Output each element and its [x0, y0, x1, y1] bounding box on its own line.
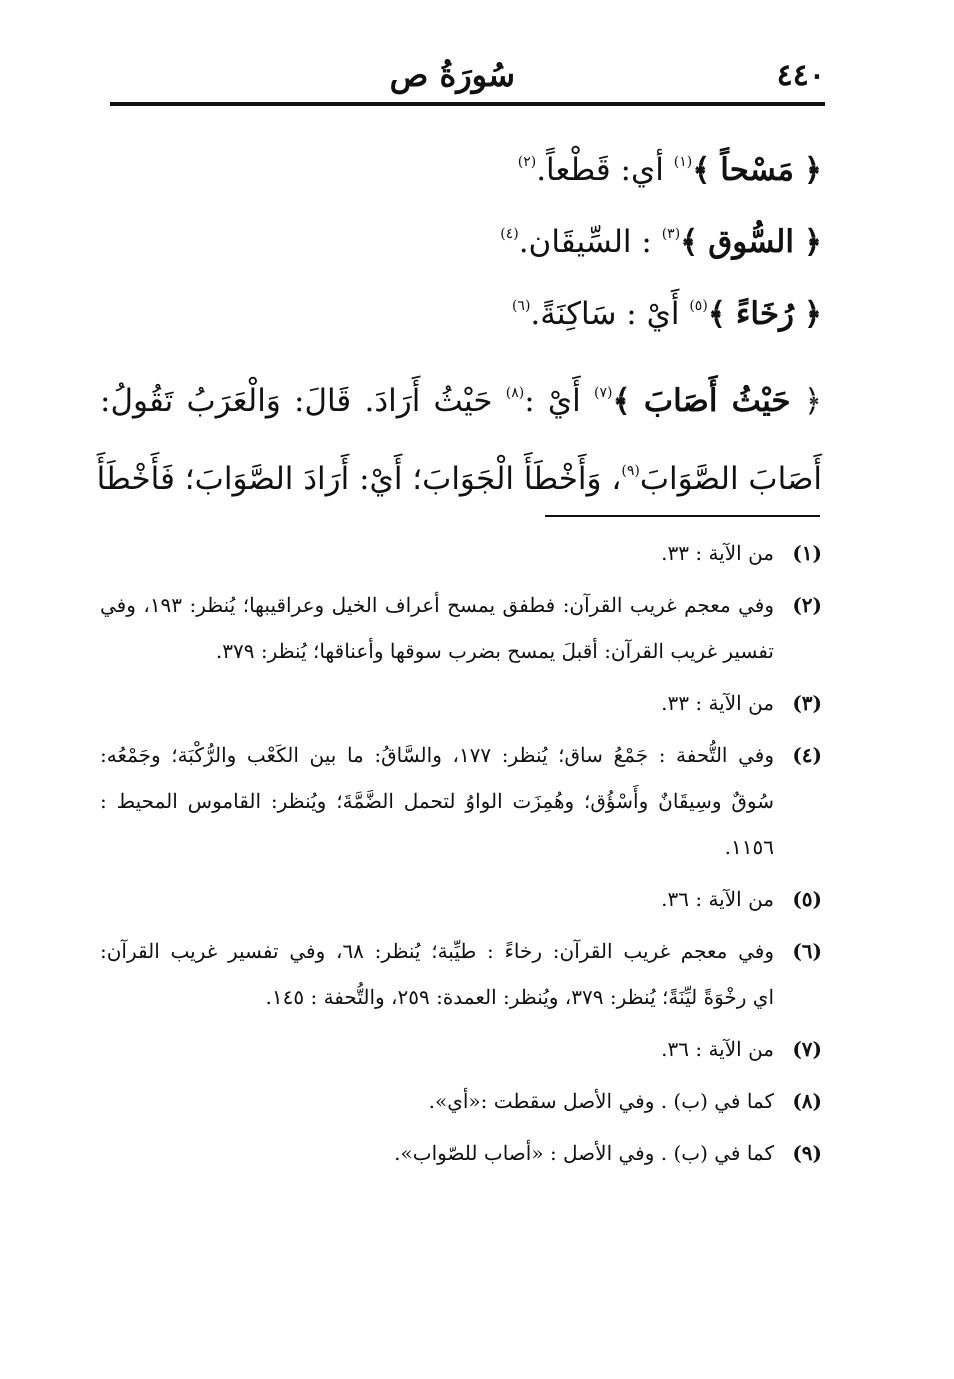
footnote-text	[100, 582, 774, 674]
footnote-line: من الآية : ٣٣.	[661, 541, 774, 565]
quranic-word: حَيْثُ أَصَابَ	[643, 383, 791, 419]
entry-haythu-asab	[96, 358, 823, 514]
footnote-line: وفي التُّحفة : جَمْعُ ساق؛ يُنظر: ١٧٧، والسَّاقُ: ما بين الكَعْب والرُّكْبَة؛ وجَمْعُه:	[100, 743, 774, 767]
ornate-bracket-close: ﴾	[612, 383, 631, 419]
footnote-item	[100, 732, 822, 870]
ornate-bracket-open: ﴿	[803, 224, 822, 260]
footnote-item	[100, 876, 822, 922]
gloss-text: : السِّيقَان.	[518, 224, 652, 260]
footnote-text	[100, 876, 774, 922]
footnote-text	[100, 1130, 774, 1176]
entry-alsuq	[100, 202, 822, 274]
footnote-item	[100, 582, 822, 674]
gloss-text: أَصَابَ الصَّوَابَ	[639, 461, 822, 497]
quranic-word: رُخَاءً	[735, 296, 794, 332]
footnote-number: (٦)	[792, 939, 822, 963]
entry-rukhaa	[100, 274, 822, 346]
footnote-marker: (٩)	[621, 463, 640, 479]
footnote-line: من الآية : ٣٦.	[661, 1037, 774, 1061]
footnote-number: (٨)	[792, 1089, 822, 1113]
footnote-line: اي رخْوَةً ليِّنَةً؛ يُنظر: ٣٧٩، ويُنظر: العمدة: ٢٥٩، والتُّحفة : ١٤٥.	[265, 985, 774, 1009]
page-header	[110, 58, 825, 102]
footnote-text	[100, 1026, 774, 1072]
footnote-marker: (٣)	[661, 226, 681, 242]
footnote-line: من الآية : ٣٦.	[661, 887, 774, 911]
footnote-text	[100, 928, 774, 1020]
ornate-bracket-close: ﴾	[680, 224, 699, 260]
footnote-marker: (٤)	[500, 226, 519, 242]
footnote-number: (٩)	[792, 1141, 822, 1165]
footnote-marker: (١)	[673, 154, 693, 170]
footnote-number: (٧)	[792, 1037, 822, 1061]
footnote-number: (٣)	[792, 691, 822, 715]
footnote-item	[100, 680, 822, 726]
ornate-bracket-close: ﴾	[707, 296, 726, 332]
gloss-text: ، وَأَخْطَأَ الْجَوَابَ؛ أَيْ: أَرَادَ الصَّوَابَ؛ فَأَخْطَأَ	[96, 461, 622, 497]
footnote-item	[100, 1130, 822, 1176]
footnote-marker: (٨)	[505, 385, 525, 401]
ornate-bracket-close: ﴾	[692, 152, 711, 188]
footnotes	[100, 530, 822, 1182]
header-rule	[110, 102, 825, 106]
ornate-bracket-open: ﴿	[803, 296, 822, 332]
footnote-number: (٢)	[792, 593, 822, 617]
footnote-number: (٤)	[792, 743, 822, 767]
footnote-item	[100, 928, 822, 1020]
entry-mashan	[100, 130, 822, 202]
main-text	[96, 120, 823, 514]
surah-title: سُورَةُ ص	[389, 56, 515, 94]
footnote-line: وفي معجم غريب القرآن: فطفق يمسح أعراف الخيل وعراقيبها؛ يُنظر: ١٩٣، وفي	[100, 593, 775, 617]
footnote-line: وفي معجم غريب القرآن: رخاءً : طيِّبة؛ يُنظر: ٦٨، وفي تفسير غريب القرآن:	[100, 939, 774, 963]
footnote-text	[100, 1078, 774, 1124]
footnote-line: من الآية : ٣٣.	[661, 691, 774, 715]
gloss-text: حَيْثُ أَرَادَ. قَالَ: وَالْعَرَبُ تَقُولُ:	[100, 383, 493, 419]
footnote-marker: (٥)	[689, 298, 708, 314]
paragraph-line	[96, 436, 822, 514]
footnote-marker: (٢)	[517, 154, 537, 170]
footnote-text	[100, 680, 774, 726]
footnote-line: كما في (ب) . وفي الأصل سقطت :«أي».	[428, 1089, 774, 1113]
quranic-word: السُّوق	[708, 224, 794, 260]
paragraph-line	[100, 358, 822, 436]
footnote-item	[100, 1078, 822, 1124]
footnote-text	[100, 530, 774, 576]
quranic-word: مَسْحاً	[720, 152, 794, 188]
footnote-line: كما في (ب) . وفي الأصل : «أصاب للصّواب».	[394, 1141, 774, 1165]
footnote-item	[100, 530, 822, 576]
gloss-text: أَيْ : سَاكِنَةً.	[530, 296, 680, 332]
footnote-line: ١١٥٦.	[724, 835, 774, 859]
gloss-text: أي: قَطْعاً.	[536, 152, 664, 188]
footnote-line: سُوقٌ وسِيقَانٌ وأَسْؤُق؛ وهُمِزَت الواوُ لتحمل الضَّمَّةَ؛ ويُنظر: القاموس المحيط :	[100, 789, 774, 813]
footnote-number: (١)	[792, 541, 822, 565]
ornate-bracket-open: ﴿	[803, 152, 822, 188]
footnote-text	[100, 732, 774, 870]
footnote-marker: (٦)	[511, 298, 531, 314]
footnote-number: (٥)	[792, 887, 822, 911]
footnote-item	[100, 1026, 822, 1072]
gloss-text: أَيْ :	[524, 383, 581, 419]
footnote-marker: (٧)	[594, 385, 613, 401]
footnote-separator	[545, 515, 820, 517]
ornate-bracket-open: ﴿	[803, 383, 823, 419]
footnote-line: تفسير غريب القرآن: أقبلَ يمسح بضرب سوقها وأعناقها؛ يُنظر: ٣٧٩.	[215, 639, 774, 663]
page-number: ٤٤٠	[776, 58, 825, 93]
